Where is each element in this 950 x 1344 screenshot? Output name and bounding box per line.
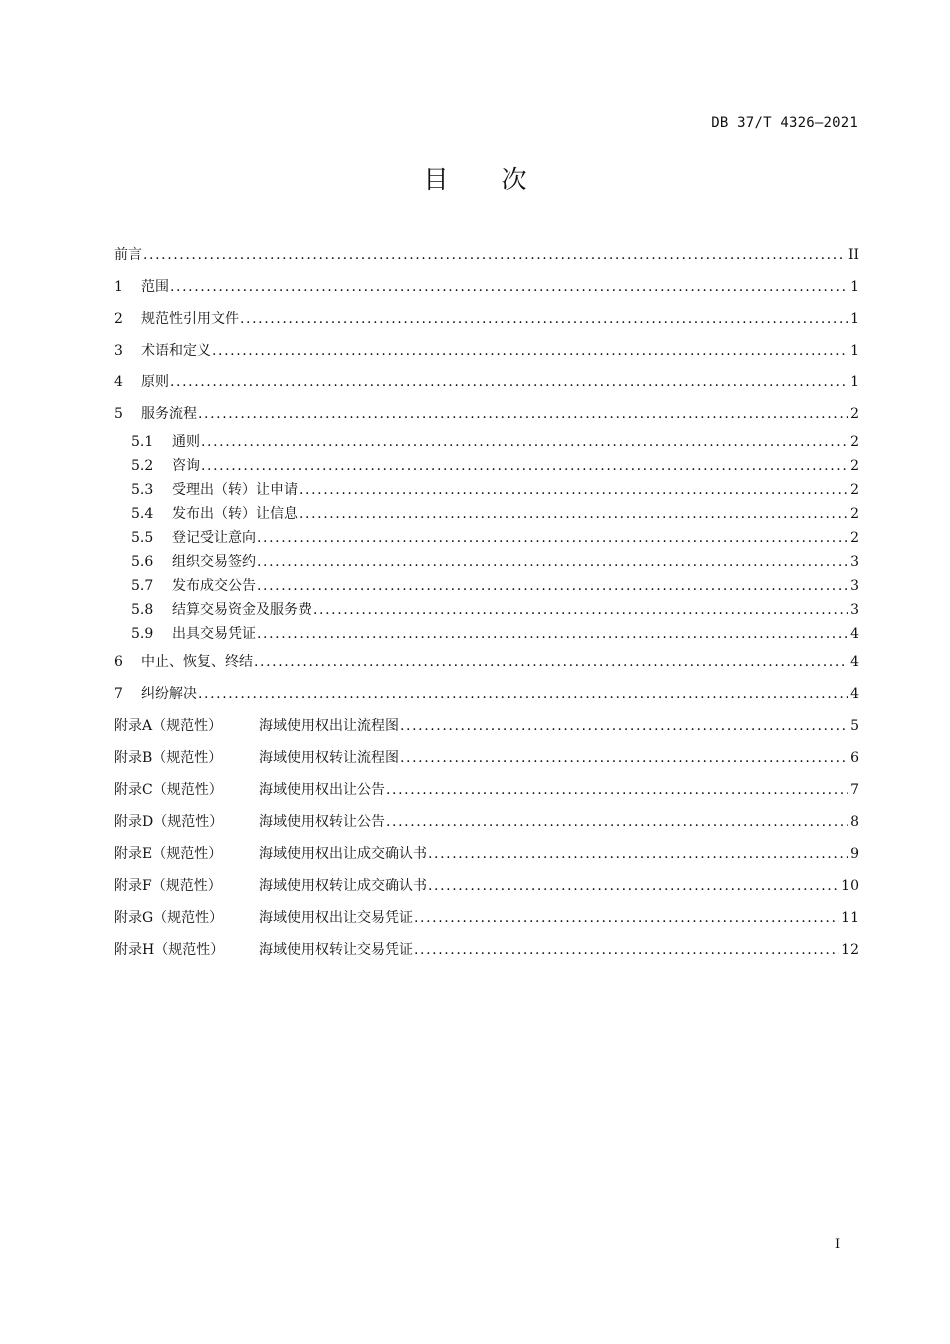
toc-entry-number: 5.7	[131, 578, 154, 594]
toc-entry-label: 受理出（转）让申请	[172, 482, 298, 498]
dot-leader	[142, 244, 846, 266]
toc-entry-2[interactable]	[114, 308, 859, 330]
toc-entry-page: 5	[850, 718, 859, 734]
toc-entry-label: 咨询	[172, 458, 200, 474]
toc-entry-number: 6	[114, 654, 123, 670]
toc-entry-number: 4	[114, 374, 123, 390]
toc-entry-number: 7	[114, 686, 123, 702]
toc-entry-page: 4	[850, 654, 859, 670]
page-number: I	[835, 1237, 841, 1252]
toc-entry-page: 2	[850, 458, 859, 474]
toc-entry-5-1[interactable]	[131, 431, 859, 453]
dot-leader	[298, 479, 848, 501]
toc-entry-appendix-h[interactable]	[114, 939, 859, 961]
toc-entry-number: 5.4	[131, 506, 154, 522]
dot-leader	[200, 455, 848, 477]
toc-entry-number: 3	[114, 343, 123, 359]
toc-entry-page: 3	[850, 554, 859, 570]
toc-entry-label: 发布出（转）让信息	[172, 506, 298, 522]
dot-leader	[239, 308, 848, 330]
toc-entry-page: 4	[850, 626, 859, 642]
document-code: DB 37/T 4326—2021	[711, 115, 858, 131]
toc-entry-label: 中止、恢复、终结	[141, 654, 253, 670]
toc-entry-number: 附录B（规范性）	[114, 750, 223, 766]
toc-entry-label: 海域使用权转让流程图	[259, 750, 399, 766]
toc-entry-5-4[interactable]	[131, 503, 859, 525]
toc-entry-appendix-e[interactable]	[114, 843, 859, 865]
toc-entry-number: 5.6	[131, 554, 154, 570]
toc-entry-label: 组织交易签约	[172, 554, 256, 570]
toc-entry-label: 原则	[141, 374, 169, 390]
toc-entry-number: 附录A（规范性）	[114, 718, 223, 734]
dot-leader	[298, 503, 848, 525]
toc-entry-page: 1	[850, 279, 859, 295]
toc-entry-3[interactable]	[114, 340, 859, 362]
dot-leader	[169, 371, 848, 393]
toc-entry-appendix-b[interactable]	[114, 747, 859, 769]
toc-entry-number: 5.2	[131, 458, 154, 474]
toc-entry-number: 5.8	[131, 602, 154, 618]
toc-entry-label: 海域使用权出让流程图	[259, 718, 399, 734]
toc-entry-label: 术语和定义	[141, 343, 211, 359]
toc-entry-7[interactable]	[114, 683, 859, 705]
toc-entry-label: 登记受让意向	[172, 530, 256, 546]
toc-entry-number: 5.1	[131, 434, 154, 450]
toc-entry-page: 2	[850, 434, 859, 450]
toc-entry-5-3[interactable]	[131, 479, 859, 501]
dot-leader	[385, 779, 848, 801]
dot-leader	[427, 875, 839, 897]
toc-entry-page: 9	[850, 846, 859, 862]
toc-entry-5-2[interactable]	[131, 455, 859, 477]
dot-leader	[312, 599, 848, 621]
toc-entry-page: 2	[850, 406, 859, 422]
toc-entry-label: 前言	[114, 247, 142, 263]
toc-entry-label: 海域使用权转让公告	[259, 814, 385, 830]
toc-entry-6[interactable]	[114, 651, 859, 673]
toc-entry-page: II	[847, 247, 859, 263]
dot-leader	[256, 527, 848, 549]
toc-entry-number: 5.5	[131, 530, 154, 546]
toc-entry-page: 2	[850, 506, 859, 522]
toc-entry-page: 11	[841, 910, 859, 926]
toc-entry-5-9[interactable]	[131, 623, 859, 645]
toc-entry-number: 附录G（规范性）	[114, 910, 224, 926]
toc-entry-number: 附录F（规范性）	[114, 878, 222, 894]
toc-entry-number: 2	[114, 311, 123, 327]
toc-entry-page: 6	[850, 750, 859, 766]
toc-entry-number: 5.3	[131, 482, 154, 498]
toc-entry-label: 范围	[141, 279, 169, 295]
dot-leader	[413, 939, 839, 961]
page-title: 目 次	[423, 165, 541, 194]
toc-entry-page: 10	[841, 878, 859, 894]
toc-entry-number: 5.9	[131, 626, 154, 642]
toc-entry-number: 附录C（规范性）	[114, 782, 223, 798]
toc-entry-appendix-a[interactable]	[114, 715, 859, 737]
toc-entry-label: 通则	[172, 434, 200, 450]
toc-entry-5-6[interactable]	[131, 551, 859, 573]
toc-entry-label: 海域使用权出让成交确认书	[259, 846, 427, 862]
toc-entry-label: 海域使用权出让交易凭证	[259, 910, 413, 926]
dot-leader	[197, 403, 848, 425]
toc-entry-page: 4	[850, 686, 859, 702]
toc-entry-5-7[interactable]	[131, 575, 859, 597]
dot-leader	[427, 843, 848, 865]
toc-entry-label: 服务流程	[141, 406, 197, 422]
toc-entry-5-5[interactable]	[131, 527, 859, 549]
toc-entry-page: 3	[850, 602, 859, 618]
toc-entry-appendix-g[interactable]	[114, 907, 859, 929]
toc-entry-number: 附录D（规范性）	[114, 814, 224, 830]
dot-leader	[413, 907, 839, 929]
toc-entry-page: 12	[841, 942, 859, 958]
toc-entry-page: 8	[850, 814, 859, 830]
toc-entry-label: 海域使用权转让成交确认书	[259, 878, 427, 894]
dot-leader	[385, 811, 848, 833]
dot-leader	[253, 651, 848, 673]
toc-entry-page: 1	[850, 311, 859, 327]
dot-leader	[200, 431, 848, 453]
toc-entry-4[interactable]	[114, 371, 859, 393]
toc-entry-appendix-d[interactable]	[114, 811, 859, 833]
toc-entry-appendix-c[interactable]	[114, 779, 859, 801]
dot-leader	[211, 340, 848, 362]
toc-entry-label: 海域使用权出让公告	[259, 782, 385, 798]
toc-entry-5[interactable]	[114, 403, 859, 425]
toc-entry-number: 5	[114, 406, 123, 422]
dot-leader	[399, 747, 848, 769]
toc-entry-number: 附录H（规范性）	[114, 942, 225, 958]
toc-entry-number: 附录E（规范性）	[114, 846, 223, 862]
toc-entry-foreword[interactable]	[114, 244, 859, 266]
toc-entry-label: 海域使用权转让交易凭证	[259, 942, 413, 958]
toc-entry-label: 纠纷解决	[141, 686, 197, 702]
toc-entry-page: 7	[850, 782, 859, 798]
toc-entry-page: 2	[850, 530, 859, 546]
toc-entry-appendix-f[interactable]	[114, 875, 859, 897]
dot-leader	[197, 683, 848, 705]
toc-entry-page: 2	[850, 482, 859, 498]
dot-leader	[256, 551, 848, 573]
toc-entry-page: 1	[850, 343, 859, 359]
toc-entry-label: 结算交易资金及服务费	[172, 602, 312, 618]
toc-entry-label: 发布成交公告	[172, 578, 256, 594]
dot-leader	[256, 575, 848, 597]
toc-entry-label: 规范性引用文件	[141, 311, 239, 327]
toc-entry-1[interactable]	[114, 276, 859, 298]
toc-entry-page: 1	[850, 374, 859, 390]
toc-entry-number: 1	[114, 279, 123, 295]
dot-leader	[256, 623, 848, 645]
toc-entry-page: 3	[850, 578, 859, 594]
toc-entry-label: 出具交易凭证	[172, 626, 256, 642]
dot-leader	[399, 715, 848, 737]
toc-entry-5-8[interactable]	[131, 599, 859, 621]
dot-leader	[169, 276, 848, 298]
